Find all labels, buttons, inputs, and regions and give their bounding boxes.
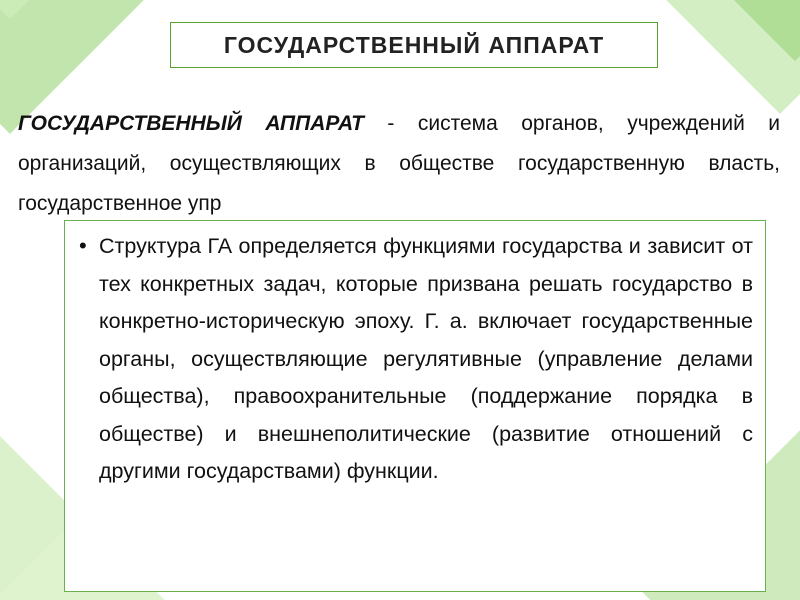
definition-paragraph [18,104,780,224]
definition-text: - система органов, учреждений и организаций, осуществляющих в обществе государственную власть, государственное упр [18,112,780,215]
bullet-panel [64,220,766,592]
slide-title: ГОСУДАРСТВЕННЫЙ АППАРАТ [223,32,605,58]
definition-term: ГОСУДАРСТВЕННЫЙ АППАРАТ [18,112,364,135]
bullet-text: Структура ГА определяется функциями государства и зависит от тех конкретных задач, которые призвана решать государство в конкретно-историческую эпоху. Г. а. включает государственные органы, осуществляющие регулятивные (управление делами общества), правоохранительные (поддержание порядка в обществе) и внешнеполитические (развитие отношений с другими государствами) функции. [99,234,753,483]
bullet-marker: • [79,233,87,258]
